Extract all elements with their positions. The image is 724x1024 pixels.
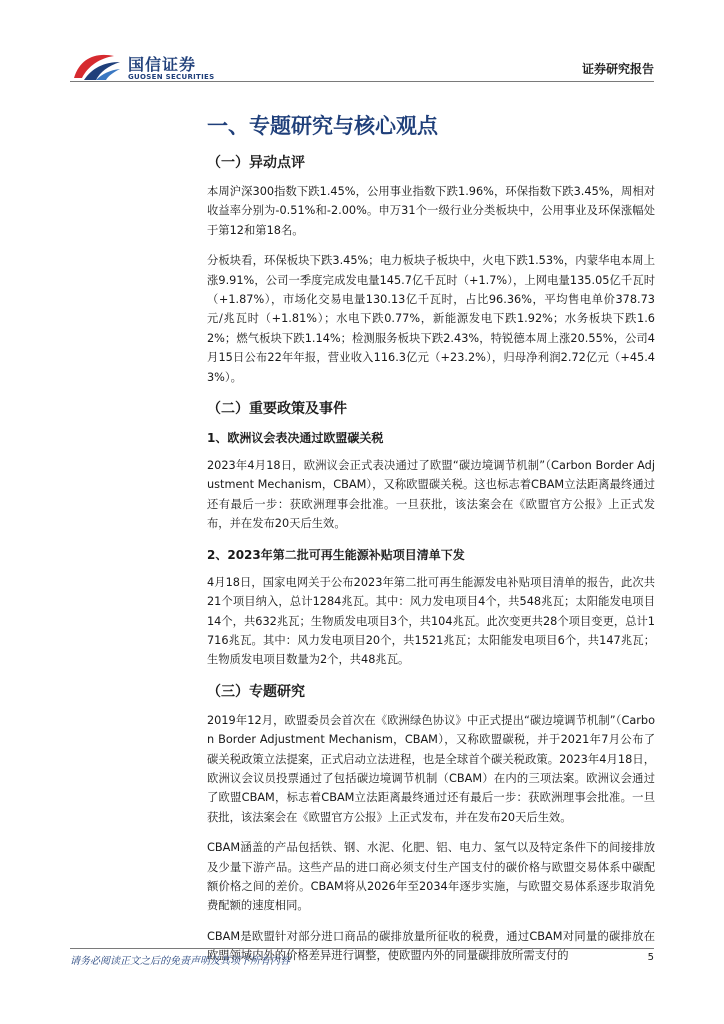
item-heading: 1、欧洲议会表决通过欧盟碳关税 bbox=[207, 431, 384, 446]
page-number: 5 bbox=[647, 952, 654, 963]
header-divider bbox=[70, 81, 654, 82]
paragraph: 4月18日，国家电网关于公布2023年第二批可再生能源发电补贴项目清单的报告，此次共21个项目纳入，总计1284兆瓦。其中：风力发电项目4个，共548兆瓦；太阳能发电项目14个，共632兆瓦；生物质发电项目3个，共104兆瓦。此次变更共28个项目变更，总计1716兆瓦。其中：风力发电项目20个，共1521兆瓦；太阳能发电项目6个，共147兆瓦；生物质发电项目数量为2个，共48兆瓦。 bbox=[207, 575, 655, 667]
item-heading: 2、2023年第二批可再生能源补贴项目清单下发 bbox=[207, 547, 465, 562]
section-title: 一、专题研究与核心观点 bbox=[207, 114, 438, 138]
logo-text-en: GUOSEN SECURITIES bbox=[128, 73, 215, 81]
footer-divider bbox=[70, 948, 654, 949]
paragraph: 本周沪深300指数下跌1.45%，公用事业指数下跌1.96%，环保指数下跌3.45%，周相对收益率分别为-0.51%和-2.00%。申万31个一级行业分类板块中，公用事业及环保涨幅处于第12和第18名。 bbox=[207, 185, 655, 237]
main-content bbox=[207, 110, 655, 977]
subsection-title-policy: （二）重要政策及事件 bbox=[207, 401, 347, 418]
subsection-title-research: （三）专题研究 bbox=[207, 683, 305, 700]
disclaimer-text: 请务必阅读正文之后的免责声明及其项下所有内容 bbox=[70, 956, 290, 967]
paragraph: 2023年4月18日，欧洲议会正式表决通过了欧盟“碳边境调节机制”（Carbon Border Adjustment Mechanism，CBAM），又称欧盟碳关税。这也标志着CBAM立法距离最终通过还有最后一步：获欧洲理事会批准。一旦获批，该法案会在《欧盟官方公报》上正式发布，并在发布20天后生效。 bbox=[207, 459, 655, 531]
guosen-logo-icon bbox=[70, 50, 122, 82]
paragraph: CBAM是欧盟针对部分进口商品的碳排放量所征收的税费，通过CBAM对同量的碳排放在欧盟领域内外的价格差异进行调整，使欧盟内外的同量碳排放所需支付的 bbox=[207, 929, 655, 963]
logo-text-cn: 国信证券 bbox=[128, 55, 197, 74]
page-header bbox=[0, 0, 724, 90]
paragraph: 2019年12月，欧盟委员会首次在《欧洲绿色协议》中正式提出“碳边境调节机制”（Carbon Border Adjustment Mechanism，CBAM），又称欧盟碳税，并于2021年7月公布了碳关税政策立法提案，正式启动立法进程，也是全球首个碳关税政策。2023年4月18日，欧洲议会议员投票通过了包括碳边境调节机制（CBAM）在内的三项法案。欧洲议会通过了欧盟CBAM，标志着CBAM立法距离最终通过还有最后一步：获欧洲理事会批准。一旦获批，该法案会在《欧盟官方公报》上正式发布，并在发布20天后生效。 bbox=[207, 713, 655, 824]
report-type-label: 证券研究报告 bbox=[581, 62, 654, 76]
paragraph: 分板块看，环保板块下跌3.45%；电力板块子板块中，火电下跌1.53%，内蒙华电本周上涨9.91%，公司一季度完成发电量145.7亿千瓦时（+1.7%），上网电量135.05亿千瓦时（+1.87%），市场化交易电量130.13亿千瓦时，占比96.36%，平均售电单价378.73元/兆瓦时（+1.81%）；水电下跌0.77%，新能源发电下跌1.92%；水务板块下跌1.62%；燃气板块下跌1.14%；检测服务板块下跌2.43%，特锐德本周上涨20.55%，公司4月15日公布22年年报，营业收入116.3亿元（+23.2%），归母净利润2.72亿元（+45.43%）。 bbox=[207, 254, 655, 384]
subsection-title-anomaly: （一）异动点评 bbox=[207, 155, 305, 171]
paragraph: CBAM涵盖的产品包括铁、钢、水泥、化肥、铝、电力、氢气以及特定条件下的间接排放及少量下游产品。这些产品的进口商必须支付生产国支付的碳价格与欧盟交易体系中碳配额价格之间的差价。CBAM将从2026年至2034年逐步实施，与欧盟交易体系逐步取消免费配额的速度相同。 bbox=[207, 841, 655, 913]
